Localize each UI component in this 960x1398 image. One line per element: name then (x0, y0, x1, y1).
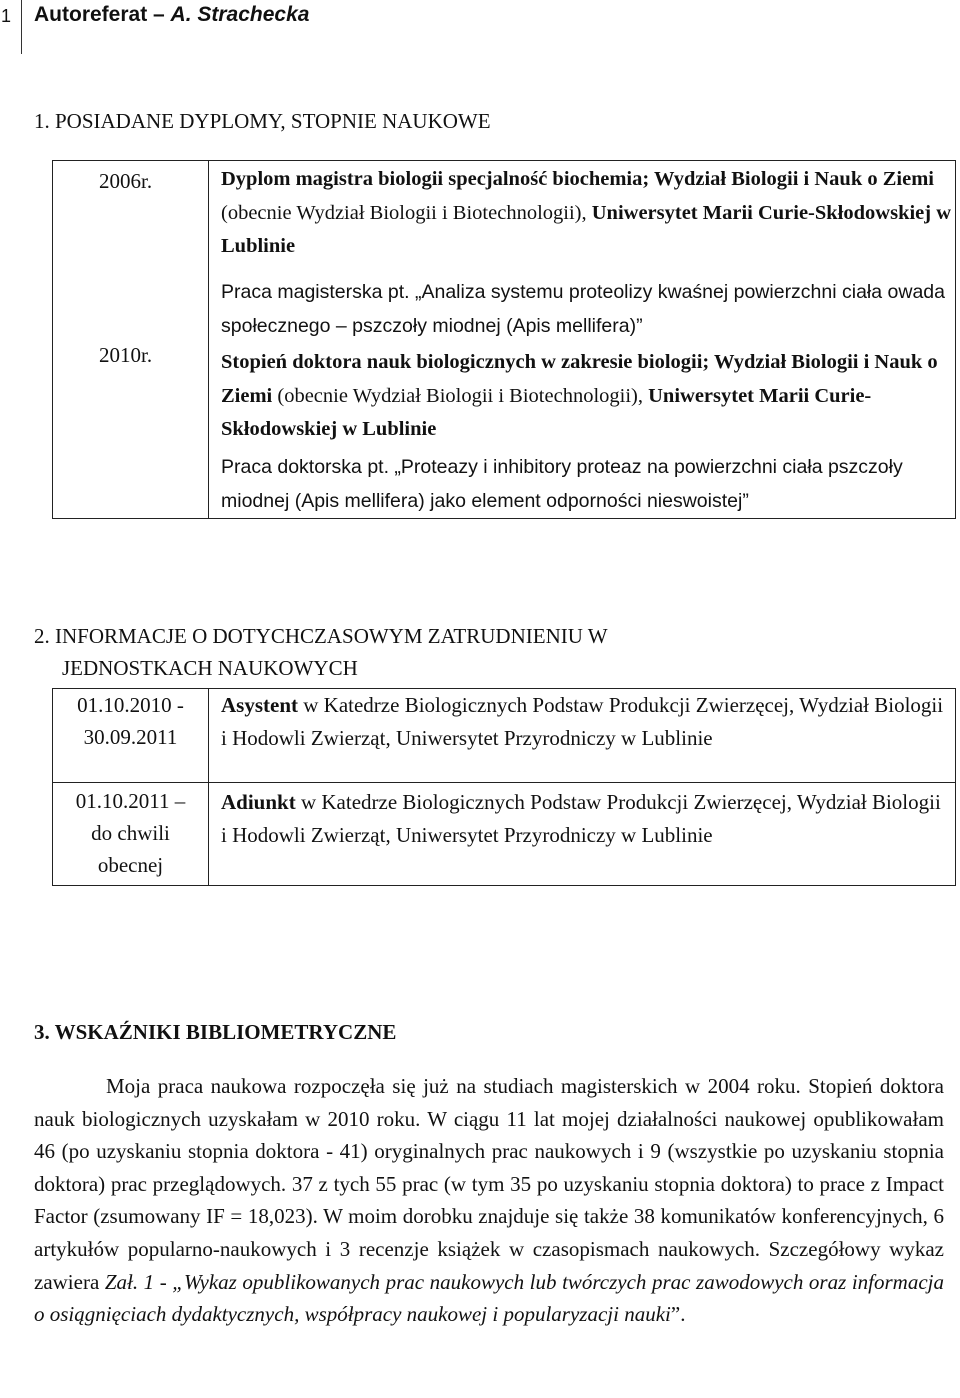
table-column-divider (208, 689, 209, 885)
employment-date-end: do chwili (91, 821, 170, 845)
bibliometrics-paragraph (34, 1070, 944, 1331)
table-column-divider (208, 161, 209, 518)
diplomas-table (52, 160, 956, 519)
page-number: 1 (1, 6, 12, 26)
employment-date-start: 01.10.2011 – (75, 789, 186, 813)
paragraph-body: Moja praca naukowa rozpoczęła się już na studiach magisterskich w 2004 roku. Stopień doktora nauk biologicznych uzyskałam w 2010 roku. W ciągu 11 lat mojej działalności naukowej opublikowałam 46 (po uzyskaniu stopnia doktora - 41) oryginalnych prac naukowych i 9 (wszystkie po uzyskaniu stopnia doktora) prac przeglądowych. 37 z tych 55 prac (w tym 35 po uzyskaniu stopnia doktora) to prace z Impact Factor (zsumowany IF = 18,023). W moim dorobku znajduje się także 38 komunikatów konferencyjnych, 6 artykułów popularno-naukowych i 3 recenzje książek w czasopismach naukowych. Szczegółowy wykaz zawiera (34, 1074, 944, 1294)
section-2-heading-line1: 2. INFORMACJE O DOTYCHCZASOWYM ZATRUDNIENIU W (34, 624, 608, 648)
section-2-heading (34, 620, 794, 684)
header-title: Autoreferat (34, 3, 148, 26)
position-role: Adiunkt (221, 790, 296, 814)
section-3-heading: 3. WSKAŹNIKI BIBLIOMETRYCZNE (34, 1020, 397, 1044)
master-thesis: Praca magisterska pt. „Analiza systemu proteolizy kwaśnej powierzchni ciała owada społecznego – pszczoły miodnej (Apis mellifera)” (221, 281, 945, 337)
diploma-doctor-title-rest: (obecnie Wydział Biologii i Biotechnologii), (272, 384, 643, 407)
diploma-master-title-rest: (obecnie Wydział Biologii i Biotechnologii), (221, 201, 587, 224)
employment-date-end: 30.09.2011 (83, 725, 178, 749)
diploma-master-title-bold: Dyplom magistra biologii specjalność biochemia; Wydział Biologii i Nauk o Ziemi (221, 168, 934, 190)
document-header: Autoreferat – A. Strachecka (34, 3, 310, 26)
employment-table (52, 688, 956, 886)
employment-date-start: 01.10.2010 - (77, 693, 184, 717)
position-description: w Katedrze Biologicznych Podstaw Produkcji Zwierzęcej, Wydział Biologii i Hodowli Zwierząt, Uniwersytet Przyrodniczy w Lublinie (221, 790, 941, 847)
section-1-heading: 1. POSIADANE DYPLOMY, STOPNIE NAUKOWE (34, 109, 491, 133)
employment-dates (53, 785, 208, 881)
section-2-heading-line2: JEDNOSTKACH NAUKOWYCH (62, 656, 358, 680)
employment-date-end-cont: obecnej (97, 853, 164, 877)
employment-position (221, 786, 951, 851)
table-row-divider (53, 782, 955, 783)
employment-dates (53, 689, 208, 753)
diploma-master-title (221, 163, 951, 264)
position-description: w Katedrze Biologicznych Podstaw Produkcji Zwierzęcej, Wydział Biologii i Hodowli Zwierząt, Uniwersytet Przyrodniczy w Lublinie (221, 693, 944, 750)
paragraph-end: ”. (670, 1302, 686, 1327)
paragraph-attachment-ref: Zał. 1 - „Wykaz opublikowanych prac naukowych lub twórczych prac zawodowych oraz informacja o osiągnięciach dydaktycznych, współpracy naukowej i popularyzacji nauki (34, 1269, 944, 1327)
header-author: A. Strachecka (170, 3, 310, 26)
header-divider (21, 0, 22, 54)
doctoral-thesis: Praca doktorska pt. „Proteazy i inhibitory proteaz na powierzchni ciała pszczoły miodnej (Apis mellifera) jako element odporności nieswoistej” (221, 456, 903, 512)
employment-position (221, 689, 951, 754)
diploma-doctor-university: Uniwersytet Marii Curie-Skłodowskiej w Lublinie (221, 384, 872, 440)
position-role: Asystent (221, 693, 298, 717)
diploma-master-university: Uniwersytet Marii Curie-Skłodowskiej w Lublinie (221, 201, 952, 257)
diploma-date-2006: 2006r. (99, 169, 153, 193)
diploma-doctor-title (221, 346, 951, 447)
diploma-date-2010: 2010r. (99, 343, 153, 367)
diploma-doctor-title-bold: Stopień doktora nauk biologicznych w zakresie biologii; Wydział Biologii i Nauk o Ziemi (221, 351, 938, 407)
